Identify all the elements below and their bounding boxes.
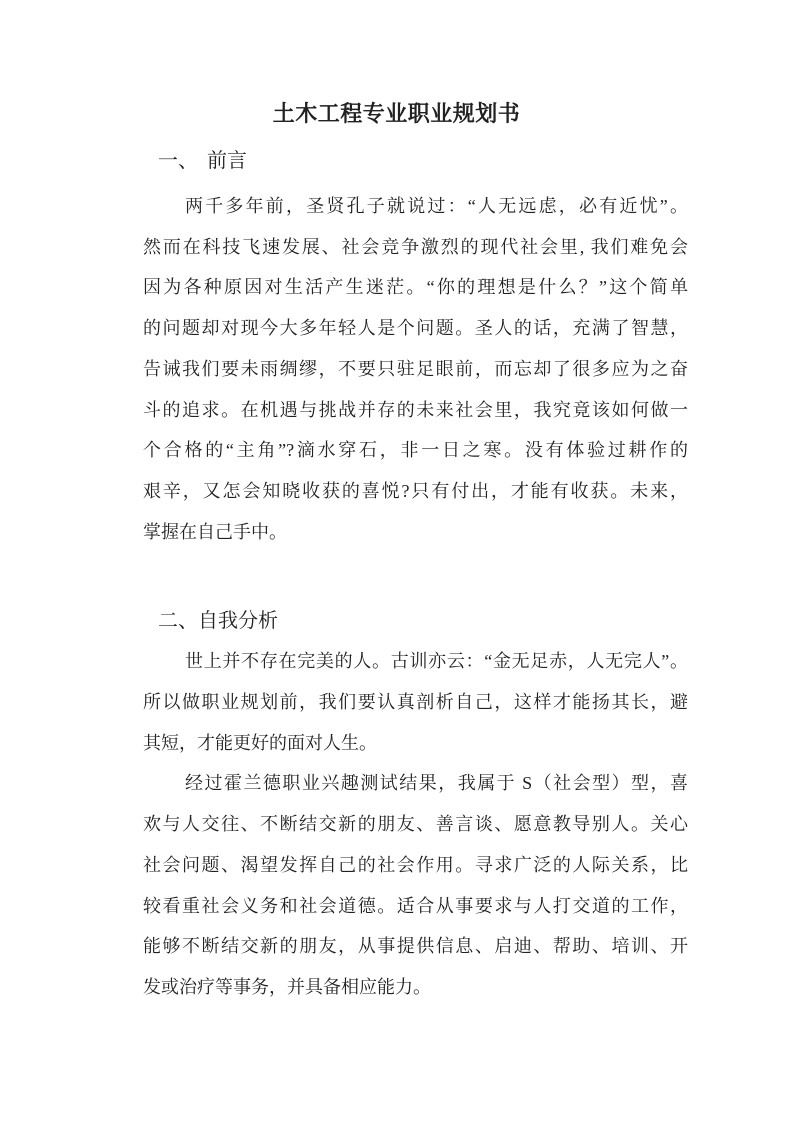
document-body bbox=[143, 141, 688, 1008]
text-line: 社会问题、渴望发挥自己的社会作用。寻求广泛的人际关系，比 bbox=[143, 854, 688, 875]
paragraph bbox=[143, 763, 688, 1007]
paragraph bbox=[143, 186, 688, 552]
text-line: 欢与人交往、不断结交新的朋友、善言谈、愿意教导别人。关心 bbox=[143, 814, 688, 835]
section-number: 一、 bbox=[158, 150, 198, 172]
text-line: 因为各种原因对生活产生迷茫。“你的理想是什么？”这个简单 bbox=[143, 277, 688, 298]
text-line: 两千多年前，圣贤孔子就说过：“人无远虑，必有近忧”。 bbox=[185, 196, 688, 216]
paragraph bbox=[143, 641, 688, 763]
text-line: 个合格的“主角”?滴水穿石，非一日之寒。没有体验过耕作的 bbox=[143, 440, 688, 461]
section-label: 自我分析 bbox=[198, 610, 278, 633]
section-number: 二、 bbox=[158, 610, 198, 633]
text-line: 较看重社会义务和社会道德。适合从事要求与人打交道的工作， bbox=[143, 895, 688, 916]
text-line: 能够不断结交新的朋友，从事提供信息、启迪、帮助、培训、开 bbox=[143, 936, 688, 957]
section-heading-preface bbox=[143, 141, 688, 181]
document-title: 土木工程专业职业规划书 bbox=[272, 101, 521, 126]
text-line: 艰辛，又怎会知晓收获的喜悦?只有付出，才能有收获。未来， bbox=[143, 480, 688, 501]
section-label: 前言 bbox=[207, 150, 247, 172]
text-line: 掌握在自己手中。 bbox=[143, 521, 287, 542]
text-line: 世上并不存在完美的人。古训亦云：“金无足赤，人无完人”。 bbox=[185, 651, 688, 672]
text-line: 经过霍兰德职业兴趣测试结果，我属于 S（社会型）型，喜 bbox=[185, 773, 688, 794]
text-line: 斗的追求。在机遇与挑战并存的未来社会里，我究竟该如何做一 bbox=[143, 399, 688, 420]
text-line: 发或治疗等事务，并具备相应能力。 bbox=[143, 976, 431, 997]
text-line: 的问题却对现今大多年轻人是个问题。圣人的话，充满了智慧， bbox=[143, 318, 688, 339]
text-line: 然而在科技飞速发展、社会竞争激烈的现代社会里, 我们难免会 bbox=[143, 236, 688, 257]
text-line: 告诫我们要未雨绸缪，不要只驻足眼前，而忘却了很多应为之奋 bbox=[143, 358, 688, 379]
section-heading-self-analysis bbox=[143, 601, 688, 641]
text-line: 其短，才能更好的面对人生。 bbox=[143, 732, 377, 753]
text-line: 所以做职业规划前，我们要认真剖析自己，这样才能扬其长，避 bbox=[143, 692, 688, 713]
